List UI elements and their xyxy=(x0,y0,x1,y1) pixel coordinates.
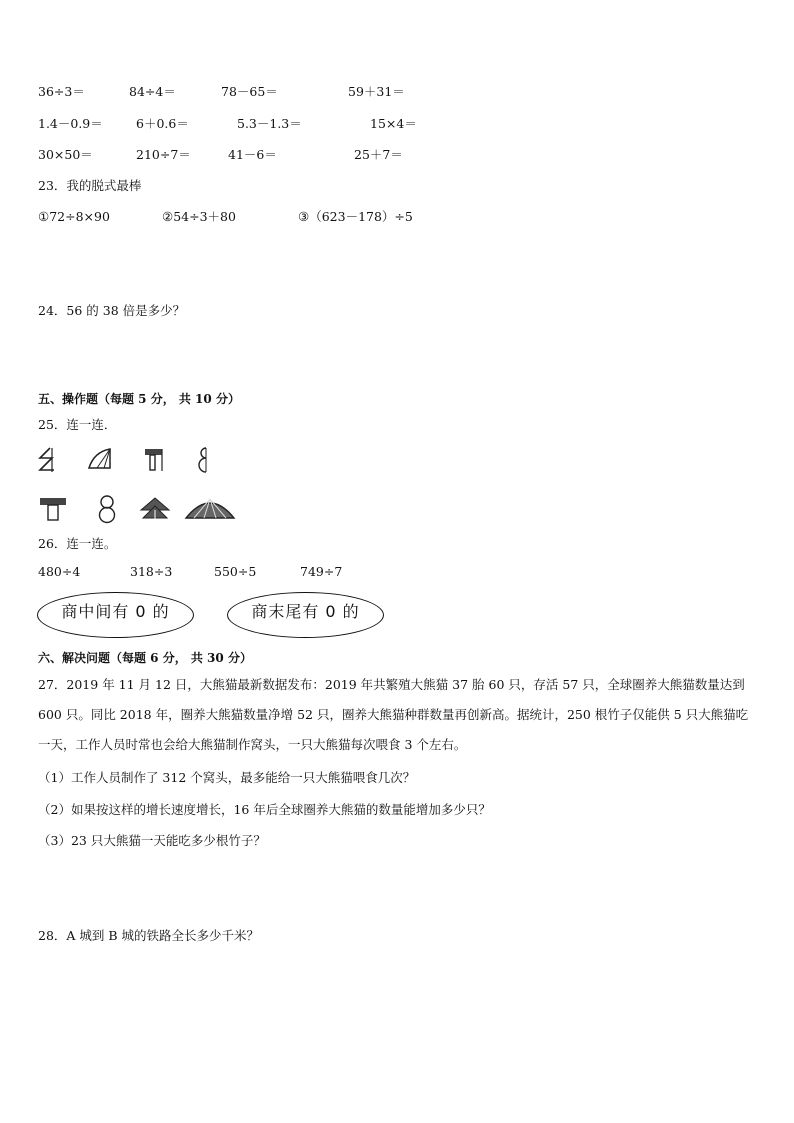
umbrella-figure xyxy=(184,496,236,522)
oral-1-2: 84÷4＝ xyxy=(129,84,176,99)
q25-title: 25．连一连． xyxy=(38,417,117,432)
q26-item-2: 318÷3 xyxy=(130,564,173,579)
snowman-figure xyxy=(96,494,118,524)
q26-item-3: 550÷5 xyxy=(214,564,257,579)
q27-sub2: （2）如果按这样的增长速度增长，16 年后全球圈养大熊猫的数量能增加多少只？ xyxy=(38,802,491,817)
tree-figure xyxy=(139,496,171,522)
oval-end-zero xyxy=(227,592,384,638)
oval-middle-zero-label: 商中间有 0 的 xyxy=(61,602,170,621)
q26-item-4: 749÷7 xyxy=(300,564,343,579)
oral-2-1: 1.4－0.9＝ xyxy=(38,116,103,131)
half-zigzag-figure xyxy=(36,446,62,474)
half-snowman-figure xyxy=(194,446,212,474)
oral-2-4: 15×4＝ xyxy=(370,116,417,131)
oval-middle-zero xyxy=(37,592,194,638)
q27-text: 27．2019 年 11 月 12 日，大熊猫最新数据发布：2019 年共繁殖大熊猫 37 胎 60 只，存活 57 只，全球圈养大熊猫数量达到 600 只。同比 2018 年，圈养大熊猫数量净增 52 只，圈养大熊猫种群数量再创新高。据统计，250 根竹子仅能供 5 只大熊猫吃一天，工作人员时常也会给大熊猫制作窝头，一只大熊猫每次喂食 3 个左右。 xyxy=(38,677,749,752)
q24-title: 24．56 的 38 倍是多少？ xyxy=(38,303,186,318)
oral-3-3: 41－6＝ xyxy=(228,147,277,162)
q26-item-1: 480÷4 xyxy=(38,564,81,579)
oral-2-2: 6＋0.6＝ xyxy=(136,116,189,131)
q23-item-1: ①72÷8×90 xyxy=(38,209,110,224)
q27-sub1: （1）工作人员制作了 312 个窝头，最多能给一只大熊猫喂食几次？ xyxy=(38,770,416,785)
oral-3-2: 210÷7＝ xyxy=(136,147,191,162)
oral-2-3: 5.3－1.3＝ xyxy=(237,116,302,131)
q23-item-2: ②54÷3＋80 xyxy=(162,209,236,224)
q23-item-3: ③（623－178）÷5 xyxy=(298,209,413,224)
q23-title: 23．我的脱式最棒 xyxy=(38,178,142,193)
q27-sub3: （3）23 只大熊猫一天能吃多少根竹子？ xyxy=(38,833,266,848)
section5-heading: 五、操作题（每题 5 分， 共 10 分） xyxy=(38,392,240,406)
oral-1-1: 36÷3＝ xyxy=(38,84,85,99)
q28-title: 28．A 城到 B 城的铁路全长多少千米？ xyxy=(38,928,260,943)
half-umbrella-figure xyxy=(86,446,114,472)
oval-end-zero-label: 商末尾有 0 的 xyxy=(251,602,360,621)
section6-heading: 六、解决问题（每题 6 分， 共 30 分） xyxy=(38,651,252,665)
half-house-figure xyxy=(142,446,166,472)
oral-1-3: 78－65＝ xyxy=(221,84,278,99)
oral-3-1: 30×50＝ xyxy=(38,147,93,162)
house-figure xyxy=(38,496,68,522)
oral-1-4: 59＋31＝ xyxy=(348,84,405,99)
oral-3-4: 25＋7＝ xyxy=(354,147,403,162)
q26-title: 26．连一连。 xyxy=(38,536,117,551)
